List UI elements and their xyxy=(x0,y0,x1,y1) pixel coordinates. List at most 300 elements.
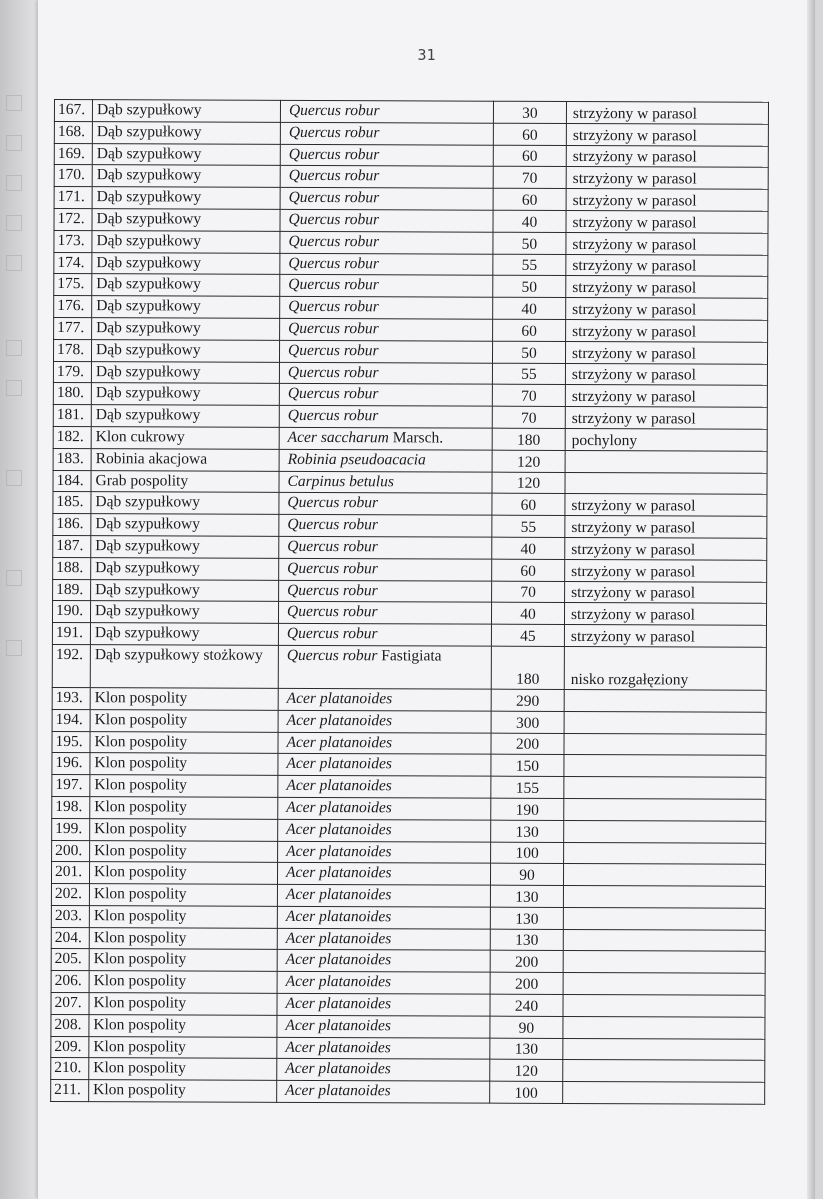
latin-name-cell xyxy=(277,972,490,995)
circumference-cell: 45 xyxy=(491,624,564,646)
row-number-cell: 197. xyxy=(52,775,90,797)
latin-name-cell xyxy=(278,732,491,755)
book-spine xyxy=(0,0,38,1199)
circumference-cell: 155 xyxy=(491,776,564,798)
row-number-cell: 203. xyxy=(51,905,89,927)
latin-name-suffix: Marsch. xyxy=(388,429,444,447)
spine-mark xyxy=(6,255,22,271)
latin-name-cell xyxy=(279,449,492,472)
latin-name: Quercus robur xyxy=(288,341,379,360)
table-row xyxy=(52,818,766,843)
latin-name: Quercus robur xyxy=(288,254,379,272)
table-row xyxy=(53,339,767,364)
polish-name-cell: Dąb szypułkowy xyxy=(91,361,279,384)
polish-name-cell: Dąb szypułkowy xyxy=(92,143,280,166)
remarks-cell xyxy=(563,1082,765,1105)
latin-name-cell xyxy=(280,318,493,341)
remarks-cell xyxy=(565,472,767,495)
circumference-cell: 60 xyxy=(493,319,566,341)
row-number-cell: 184. xyxy=(53,470,91,492)
circumference-cell: 50 xyxy=(493,232,566,254)
table-row xyxy=(51,993,765,1018)
table-row xyxy=(53,361,767,386)
table-row xyxy=(54,208,768,233)
latin-name-cell xyxy=(277,928,490,951)
circumference-cell: 130 xyxy=(490,885,563,907)
latin-name: Acer platanoides xyxy=(286,689,393,708)
latin-name-cell xyxy=(278,645,491,689)
row-number-cell: 172. xyxy=(54,208,92,230)
latin-name-cell xyxy=(280,231,493,254)
remarks-cell xyxy=(565,450,767,473)
latin-name-cell xyxy=(279,340,492,363)
remarks-cell: strzyżony w parasol xyxy=(565,363,767,386)
row-number-cell: 204. xyxy=(51,927,89,949)
circumference-cell: 55 xyxy=(493,254,566,276)
circumference-cell: 120 xyxy=(492,472,565,494)
remarks-cell: strzyżony w parasol xyxy=(566,298,768,321)
table-row xyxy=(51,971,765,996)
row-number-cell: 179. xyxy=(53,361,91,383)
table-row xyxy=(54,296,768,321)
circumference-cell: 60 xyxy=(492,559,565,581)
polish-name-cell: Klon pospolity xyxy=(90,688,278,711)
remarks-cell: strzyżony w parasol xyxy=(566,101,768,124)
row-number-cell: 171. xyxy=(54,187,92,209)
table-row xyxy=(52,687,766,712)
table-row xyxy=(53,535,767,560)
polish-name-cell: Robinia akacjowa xyxy=(91,448,279,471)
circumference-cell: 240 xyxy=(490,994,563,1016)
circumference-cell: 120 xyxy=(492,450,565,472)
latin-name-cell xyxy=(278,623,491,646)
remarks-cell: strzyżony w parasol xyxy=(565,494,767,517)
row-number-cell: 196. xyxy=(52,753,90,775)
latin-name: Quercus robur xyxy=(288,123,380,142)
polish-name-cell: Klon pospolity xyxy=(90,731,278,754)
latin-name: Quercus robur xyxy=(288,101,380,120)
row-number-cell: 181. xyxy=(53,405,91,427)
row-number-cell: 202. xyxy=(51,884,89,906)
table-row xyxy=(52,709,766,734)
row-number-cell: 188. xyxy=(53,557,91,579)
circumference-cell: 180 xyxy=(491,646,564,689)
polish-name-cell: Dąb szypułkowy xyxy=(91,579,279,602)
latin-name: Acer platanoides xyxy=(286,798,392,817)
polish-name-cell: Dąb szypułkowy xyxy=(91,339,279,362)
circumference-cell: 60 xyxy=(493,145,566,167)
latin-name: Acer platanoides xyxy=(285,907,392,926)
circumference-cell: 55 xyxy=(492,363,565,385)
latin-name-cell xyxy=(279,493,492,516)
circumference-cell: 90 xyxy=(490,863,563,885)
remarks-cell xyxy=(563,907,765,930)
circumference-cell: 40 xyxy=(492,537,565,559)
row-number-cell: 187. xyxy=(53,535,91,557)
table-body xyxy=(51,100,769,1105)
spine-mark xyxy=(6,135,22,151)
polish-name-cell: Klon pospolity xyxy=(90,818,278,841)
latin-name: Quercus robur xyxy=(287,537,378,556)
latin-name: Acer platanoides xyxy=(285,1082,391,1100)
latin-name-cell xyxy=(277,863,490,886)
latin-name: Acer platanoides xyxy=(285,929,392,947)
latin-name-cell xyxy=(279,427,492,450)
row-number-cell: 173. xyxy=(54,230,92,252)
remarks-cell: strzyżony w parasol xyxy=(565,407,767,430)
polish-name-cell: Dąb szypułkowy xyxy=(91,514,279,537)
latin-name: Acer platanoides xyxy=(285,1060,391,1078)
polish-name-cell: Dąb szypułkowy xyxy=(90,601,278,624)
polish-name-cell: Klon pospolity xyxy=(89,949,277,972)
remarks-cell: strzyżony w parasol xyxy=(565,516,767,539)
remarks-cell: strzyżony w parasol xyxy=(566,210,768,233)
circumference-cell: 150 xyxy=(491,754,564,776)
table-row xyxy=(54,143,768,168)
table-row xyxy=(51,884,765,909)
circumference-cell: 130 xyxy=(490,1038,563,1060)
latin-name: Acer saccharum xyxy=(287,428,389,447)
table-row xyxy=(53,470,767,495)
polish-name-cell: Klon pospolity xyxy=(90,753,278,776)
spine-mark xyxy=(6,470,22,486)
table-row xyxy=(51,905,765,930)
polish-name-cell: Dąb szypułkowy xyxy=(91,557,279,580)
row-number-cell: 170. xyxy=(54,165,92,187)
latin-name-cell xyxy=(278,841,491,864)
polish-name-cell: Dąb szypułkowy xyxy=(92,209,280,232)
latin-name: Acer platanoides xyxy=(285,1016,391,1035)
circumference-cell: 60 xyxy=(492,494,565,516)
latin-name: Robinia pseudoacacia xyxy=(287,450,426,469)
row-number-cell: 174. xyxy=(54,252,92,274)
polish-name-cell: Klon pospolity xyxy=(89,1080,277,1103)
latin-name-suffix: Fastigiata xyxy=(377,647,442,665)
remarks-cell xyxy=(563,1038,765,1061)
table-row xyxy=(53,579,767,604)
polish-name-cell: Klon pospolity xyxy=(89,1058,277,1081)
table-row xyxy=(53,405,767,430)
latin-name-cell xyxy=(278,710,491,733)
remarks-cell: pochylony xyxy=(565,428,767,451)
spine-mark xyxy=(6,215,22,231)
row-number-cell: 207. xyxy=(51,993,89,1015)
remarks-cell xyxy=(563,1016,765,1039)
polish-name-cell: Klon pospolity xyxy=(89,884,277,907)
latin-name: Quercus robur xyxy=(288,210,380,229)
row-number-cell: 206. xyxy=(51,971,89,993)
polish-name-cell: Klon pospolity xyxy=(89,862,277,885)
polish-name-cell: Klon pospolity xyxy=(89,993,277,1016)
row-number-cell: 183. xyxy=(53,448,91,470)
latin-name-cell xyxy=(279,580,492,603)
table-row xyxy=(52,623,766,648)
latin-name-cell xyxy=(280,100,493,123)
row-number-cell: 193. xyxy=(52,687,90,709)
table-row xyxy=(53,514,767,539)
latin-name: Quercus robur xyxy=(287,363,379,381)
remarks-cell: strzyżony w parasol xyxy=(566,232,768,255)
row-number-cell: 208. xyxy=(51,1014,89,1036)
table-row xyxy=(51,927,765,952)
table-row xyxy=(52,840,766,865)
row-number-cell: 182. xyxy=(53,426,91,448)
latin-name: Acer platanoides xyxy=(286,755,392,773)
latin-name-cell xyxy=(280,253,493,276)
latin-name-cell xyxy=(278,819,491,842)
latin-name-cell xyxy=(277,1059,490,1082)
table-row xyxy=(54,165,768,190)
latin-name: Quercus robur xyxy=(288,189,380,207)
latin-name-cell xyxy=(277,993,490,1016)
latin-name: Quercus robur xyxy=(288,319,379,338)
latin-name-cell xyxy=(277,1037,490,1060)
circumference-cell: 70 xyxy=(492,385,565,407)
circumference-cell: 60 xyxy=(493,188,566,210)
circumference-cell: 130 xyxy=(490,929,563,951)
latin-name: Quercus robur xyxy=(288,232,380,251)
table-row xyxy=(51,1014,765,1039)
circumference-cell: 30 xyxy=(493,101,566,123)
row-number-cell: 167. xyxy=(54,100,92,122)
remarks-cell: strzyżony w parasol xyxy=(564,603,766,626)
table-row xyxy=(54,121,768,146)
circumference-cell: 290 xyxy=(491,689,564,711)
row-number-cell: 175. xyxy=(54,274,92,296)
remarks-cell xyxy=(563,995,765,1018)
latin-name-cell xyxy=(279,471,492,494)
polish-name-cell: Grab pospolity xyxy=(91,470,279,493)
remarks-cell: strzyżony w parasol xyxy=(566,319,768,342)
remarks-cell xyxy=(564,842,766,865)
polish-name-cell: Dąb szypułkowy xyxy=(91,536,279,559)
circumference-cell: 55 xyxy=(492,515,565,537)
circumference-cell: 40 xyxy=(493,297,566,319)
row-number-cell: 191. xyxy=(52,623,90,645)
row-number-cell: 201. xyxy=(51,862,89,884)
row-number-cell: 186. xyxy=(53,514,91,536)
latin-name: Acer platanoides xyxy=(285,973,392,991)
table-row xyxy=(52,796,766,821)
tree-inventory-table xyxy=(50,99,769,1105)
polish-name-cell: Dąb szypułkowy xyxy=(92,165,280,188)
polish-name-cell: Klon pospolity xyxy=(89,927,277,950)
remarks-cell xyxy=(563,929,765,952)
remarks-cell: nisko rozgałęziony xyxy=(564,646,766,690)
polish-name-cell: Klon pospolity xyxy=(90,775,278,798)
remarks-cell xyxy=(564,820,766,843)
remarks-cell xyxy=(564,733,766,756)
latin-name-cell xyxy=(280,166,493,189)
table-row xyxy=(52,601,766,626)
circumference-cell: 100 xyxy=(490,1081,563,1103)
latin-name-cell xyxy=(277,950,490,973)
circumference-cell: 40 xyxy=(491,603,564,625)
latin-name: Quercus robur xyxy=(286,625,378,643)
table-row xyxy=(51,862,765,887)
row-number-cell: 210. xyxy=(51,1058,89,1080)
circumference-cell: 50 xyxy=(493,276,566,298)
latin-name-cell xyxy=(280,122,493,145)
latin-name-cell xyxy=(278,602,491,625)
table-row xyxy=(54,100,768,125)
latin-name-cell xyxy=(278,775,491,798)
row-number-cell: 180. xyxy=(53,383,91,405)
polish-name-cell: Dąb szypułkowy xyxy=(92,296,280,319)
latin-name-cell xyxy=(280,209,493,232)
remarks-cell xyxy=(564,755,766,778)
latin-name-cell xyxy=(279,536,492,559)
table-row xyxy=(53,557,767,582)
table-row xyxy=(52,731,766,756)
latin-name: Carpinus betulus xyxy=(287,472,394,490)
remarks-cell: strzyżony w parasol xyxy=(564,625,766,648)
page-edge xyxy=(807,0,815,1199)
latin-name-cell xyxy=(279,362,492,385)
circumference-cell: 70 xyxy=(492,406,565,428)
table-row xyxy=(54,317,768,342)
polish-name-cell: Dąb szypułkowy xyxy=(91,405,279,428)
row-number-cell: 198. xyxy=(52,796,90,818)
latin-name: Acer platanoides xyxy=(285,864,392,882)
latin-name: Acer platanoides xyxy=(286,711,393,730)
remarks-cell xyxy=(563,1060,765,1083)
remarks-cell xyxy=(564,711,766,734)
remarks-cell xyxy=(564,777,766,800)
latin-name-cell xyxy=(279,406,492,429)
remarks-cell: strzyżony w parasol xyxy=(566,167,768,190)
polish-name-cell: Dąb szypułkowy xyxy=(91,383,279,406)
polish-name-cell: Dąb szypułkowy xyxy=(92,230,280,253)
remarks-cell: strzyżony w parasol xyxy=(565,341,767,364)
latin-name: Quercus robur xyxy=(286,646,378,665)
polish-name-cell: Dąb szypułkowy stożkowy xyxy=(90,645,278,689)
table-row xyxy=(53,426,767,451)
circumference-cell: 120 xyxy=(490,1060,563,1082)
row-number-cell: 211. xyxy=(51,1080,89,1102)
remarks-cell: strzyżony w parasol xyxy=(566,145,768,168)
remarks-cell xyxy=(563,886,765,909)
latin-name-cell xyxy=(277,906,490,929)
table-row xyxy=(54,274,768,299)
latin-name: Acer platanoides xyxy=(285,885,392,904)
table-row xyxy=(53,492,767,517)
circumference-cell: 200 xyxy=(490,972,563,994)
row-number-cell: 205. xyxy=(51,949,89,971)
row-number-cell: 200. xyxy=(52,840,90,862)
circumference-cell: 200 xyxy=(490,951,563,973)
polish-name-cell: Dąb szypułkowy xyxy=(92,318,280,341)
remarks-cell: strzyżony w parasol xyxy=(566,189,768,212)
latin-name: Quercus robur xyxy=(287,603,378,621)
spine-mark xyxy=(6,570,22,586)
latin-name: Quercus robur xyxy=(287,559,378,577)
latin-name: Quercus robur xyxy=(288,298,379,316)
latin-name-cell xyxy=(280,275,493,298)
latin-name-cell xyxy=(279,384,492,407)
latin-name: Acer platanoides xyxy=(285,951,392,969)
table-row xyxy=(52,644,766,690)
remarks-cell xyxy=(564,689,766,712)
remarks-cell: strzyżony w parasol xyxy=(566,123,768,146)
latin-name: Acer platanoides xyxy=(285,994,392,1013)
circumference-cell: 90 xyxy=(490,1016,563,1038)
table-row xyxy=(54,187,768,212)
table-row xyxy=(54,230,768,255)
spine-mark xyxy=(6,640,22,656)
circumference-cell: 180 xyxy=(492,428,565,450)
latin-name: Quercus robur xyxy=(287,494,379,512)
row-number-cell: 185. xyxy=(53,492,91,514)
remarks-cell: strzyżony w parasol xyxy=(566,254,768,277)
spine-mark xyxy=(6,95,22,111)
latin-name: Quercus robur xyxy=(287,581,378,599)
circumference-cell: 70 xyxy=(493,167,566,189)
polish-name-cell: Klon pospolity xyxy=(90,840,278,863)
row-number-cell: 177. xyxy=(54,317,92,339)
row-number-cell: 209. xyxy=(51,1036,89,1058)
latin-name-cell xyxy=(277,1015,490,1038)
spine-mark xyxy=(6,175,22,191)
circumference-cell: 70 xyxy=(492,581,565,603)
row-number-cell: 168. xyxy=(54,121,92,143)
remarks-cell xyxy=(563,973,765,996)
latin-name-cell xyxy=(279,515,492,538)
remarks-cell: strzyżony w parasol xyxy=(565,385,767,408)
polish-name-cell: Klon pospolity xyxy=(89,1036,277,1059)
latin-name-cell xyxy=(277,884,490,907)
latin-name: Quercus robur xyxy=(287,516,378,534)
latin-name: Acer platanoides xyxy=(286,842,392,860)
remarks-cell: strzyżony w parasol xyxy=(565,559,767,582)
polish-name-cell: Dąb szypułkowy xyxy=(92,252,280,275)
row-number-cell: 190. xyxy=(52,601,90,623)
table-row xyxy=(53,383,767,408)
remarks-cell: strzyżony w parasol xyxy=(566,276,768,299)
circumference-cell: 130 xyxy=(491,820,564,842)
remarks-cell xyxy=(564,798,766,821)
spine-mark xyxy=(6,380,22,396)
latin-name-cell xyxy=(278,754,491,777)
latin-name: Quercus robur xyxy=(288,145,380,163)
circumference-cell: 100 xyxy=(491,842,564,864)
table-row xyxy=(52,775,766,800)
polish-name-cell: Dąb szypułkowy xyxy=(90,623,278,646)
remarks-cell: strzyżony w parasol xyxy=(565,581,767,604)
circumference-cell: 50 xyxy=(492,341,565,363)
latin-name-cell xyxy=(278,797,491,820)
polish-name-cell: Klon pospolity xyxy=(89,1015,277,1038)
table-row xyxy=(51,1036,765,1061)
remarks-cell: strzyżony w parasol xyxy=(565,537,767,560)
row-number-cell: 194. xyxy=(52,709,90,731)
circumference-cell: 200 xyxy=(491,733,564,755)
polish-name-cell: Dąb szypułkowy xyxy=(92,121,280,144)
polish-name-cell: Dąb szypułkowy xyxy=(92,100,280,123)
circumference-cell: 40 xyxy=(493,210,566,232)
circumference-cell: 60 xyxy=(493,123,566,145)
latin-name-cell xyxy=(279,558,492,581)
table-row xyxy=(53,448,767,473)
row-number-cell: 189. xyxy=(53,579,91,601)
latin-name: Acer platanoides xyxy=(285,1038,391,1056)
latin-name-cell xyxy=(280,297,493,320)
table-row xyxy=(54,252,768,277)
polish-name-cell: Dąb szypułkowy xyxy=(92,274,280,297)
table-row xyxy=(51,949,765,974)
row-number-cell: 176. xyxy=(54,296,92,318)
latin-name: Acer platanoides xyxy=(286,777,392,795)
